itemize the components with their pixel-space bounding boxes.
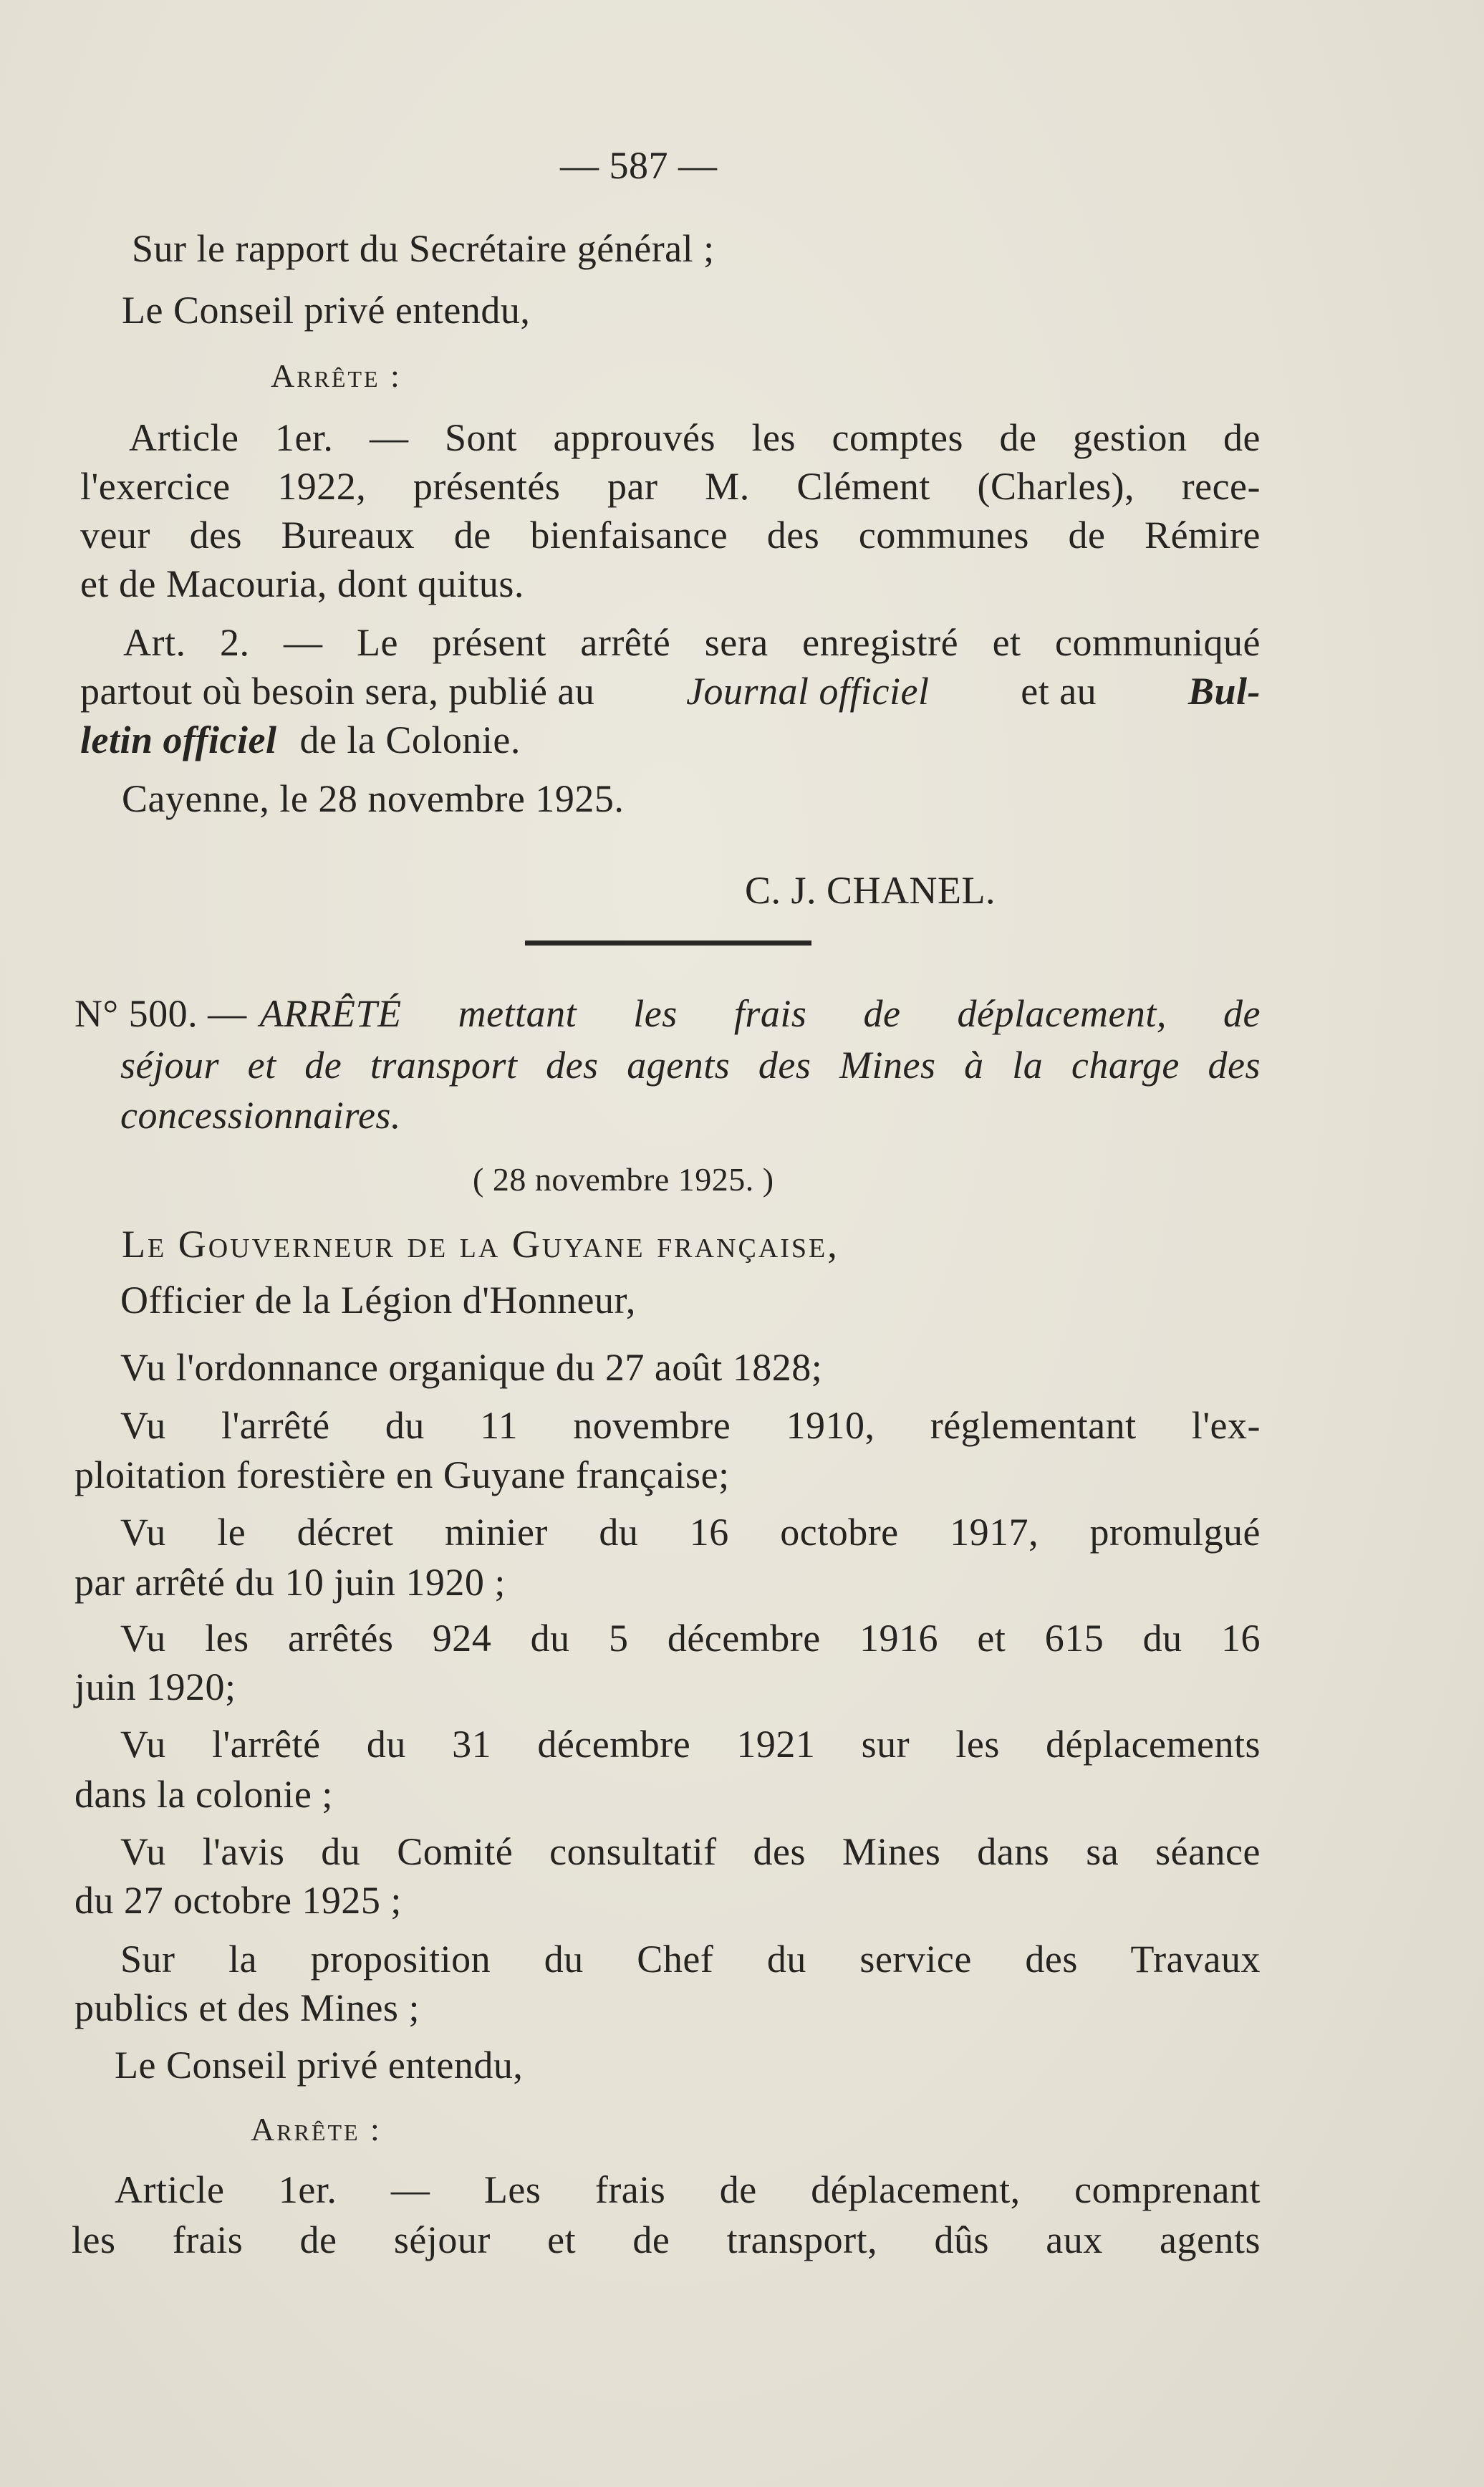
vu-decret-minier-line2: par arrêté du 10 juin 1920 ; <box>74 1561 506 1604</box>
decree-500-title-line3: concessionnaires. <box>120 1094 401 1137</box>
governor-title: Le Gouverneur de la Guyane française, <box>122 1223 839 1266</box>
prev-art2-line1: Art. 2. — Le présent arrêté sera enregistré et communiqué <box>123 621 1261 664</box>
journal-officiel-ref: Journal officiel <box>686 670 930 713</box>
prev-art2-text-c: et au <box>1021 670 1097 713</box>
decree-500-title-line1 <box>74 988 1261 1039</box>
governor-line2: Officier de la Légion d'Honneur, <box>120 1279 636 1322</box>
bulletin-ref-end: letin officiel <box>80 718 277 761</box>
decree-title-first: ARRÊTÉ mettant les frais de déplacement, de <box>259 992 1261 1035</box>
conseil-prive-line: Le Conseil privé entendu, <box>115 2044 524 2087</box>
vu-ordonnance: Vu l'ordonnance organique du 27 août 1828; <box>120 1346 823 1389</box>
vu-arretes-1916-line1: Vu les arrêtés 924 du 5 décembre 1916 et 615 du 16 <box>120 1617 1261 1660</box>
prev-art2-text-b: de la Colonie. <box>299 718 521 761</box>
page-number: — 587 — <box>560 144 718 187</box>
decree-number: N° 500. — <box>74 992 247 1035</box>
prev-art2-line2 <box>80 666 1261 716</box>
vu-avis-comite-line1: Vu l'avis du Comité consultatif des Mines dans sa séance <box>120 1830 1261 1873</box>
sur-proposition-line1: Sur la proposition du Chef du service des Travaux <box>120 1938 1261 1981</box>
sur-proposition-line2: publics et des Mines ; <box>74 1986 420 2029</box>
vu-arrete-1910-line2: ploitation forestière en Guyane française; <box>74 1453 730 1496</box>
governor-line1 <box>122 1219 839 1269</box>
decree-500-title-line2: séjour et de transport des agents des Mines à la charge des <box>120 1044 1261 1087</box>
vu-arrete-1921-line2: dans la colonie ; <box>74 1773 333 1816</box>
prev-place-date: Cayenne, le 28 novembre 1925. <box>122 777 625 820</box>
bulletin-ref-start: Bul- <box>1187 670 1261 713</box>
prev-art1-line2: l'exercice 1922, présentés par M. Clément (Charles), rece- <box>80 465 1261 508</box>
article1-line2: les frais de séjour et de transport, dûs aux agents <box>72 2218 1261 2261</box>
arrete-heading: Arrête : <box>251 2111 382 2147</box>
prev-art1-line3: veur des Bureaux de bienfaisance des communes de Rémire <box>80 514 1261 557</box>
prev-line-conseil: Le Conseil privé entendu, <box>122 289 531 332</box>
vu-arretes-1916-line2: juin 1920; <box>74 1665 236 1708</box>
prev-art2-text-a: partout où besoin sera, publié au <box>80 670 595 713</box>
decree-500-date: ( 28 novembre 1925. ) <box>473 1161 774 1198</box>
prev-art2-line3 <box>80 715 521 765</box>
section-divider <box>525 941 811 946</box>
vu-decret-minier-line1: Vu le décret minier du 16 octobre 1917, promulgué <box>120 1511 1261 1554</box>
prev-art1-line4: et de Macouria, dont quitus. <box>80 562 524 605</box>
prev-line-rapport: Sur le rapport du Secrétaire général ; <box>132 227 715 270</box>
vu-arrete-1910-line1: Vu l'arrêté du 11 novembre 1910, réglementant l'ex- <box>120 1404 1261 1447</box>
vu-avis-comite-line2: du 27 octobre 1925 ; <box>74 1879 402 1922</box>
article1-line1: Article 1er. — Les frais de déplacement, comprenant <box>115 2168 1261 2211</box>
prev-arrete-heading: Arrête : <box>271 357 402 394</box>
vu-arrete-1921-line1: Vu l'arrêté du 31 décembre 1921 sur les déplacements <box>120 1723 1261 1766</box>
prev-signature: C. J. CHANEL. <box>745 869 996 912</box>
prev-art1-line1: Article 1er. — Sont approuvés les comptes de gestion de <box>129 416 1261 459</box>
